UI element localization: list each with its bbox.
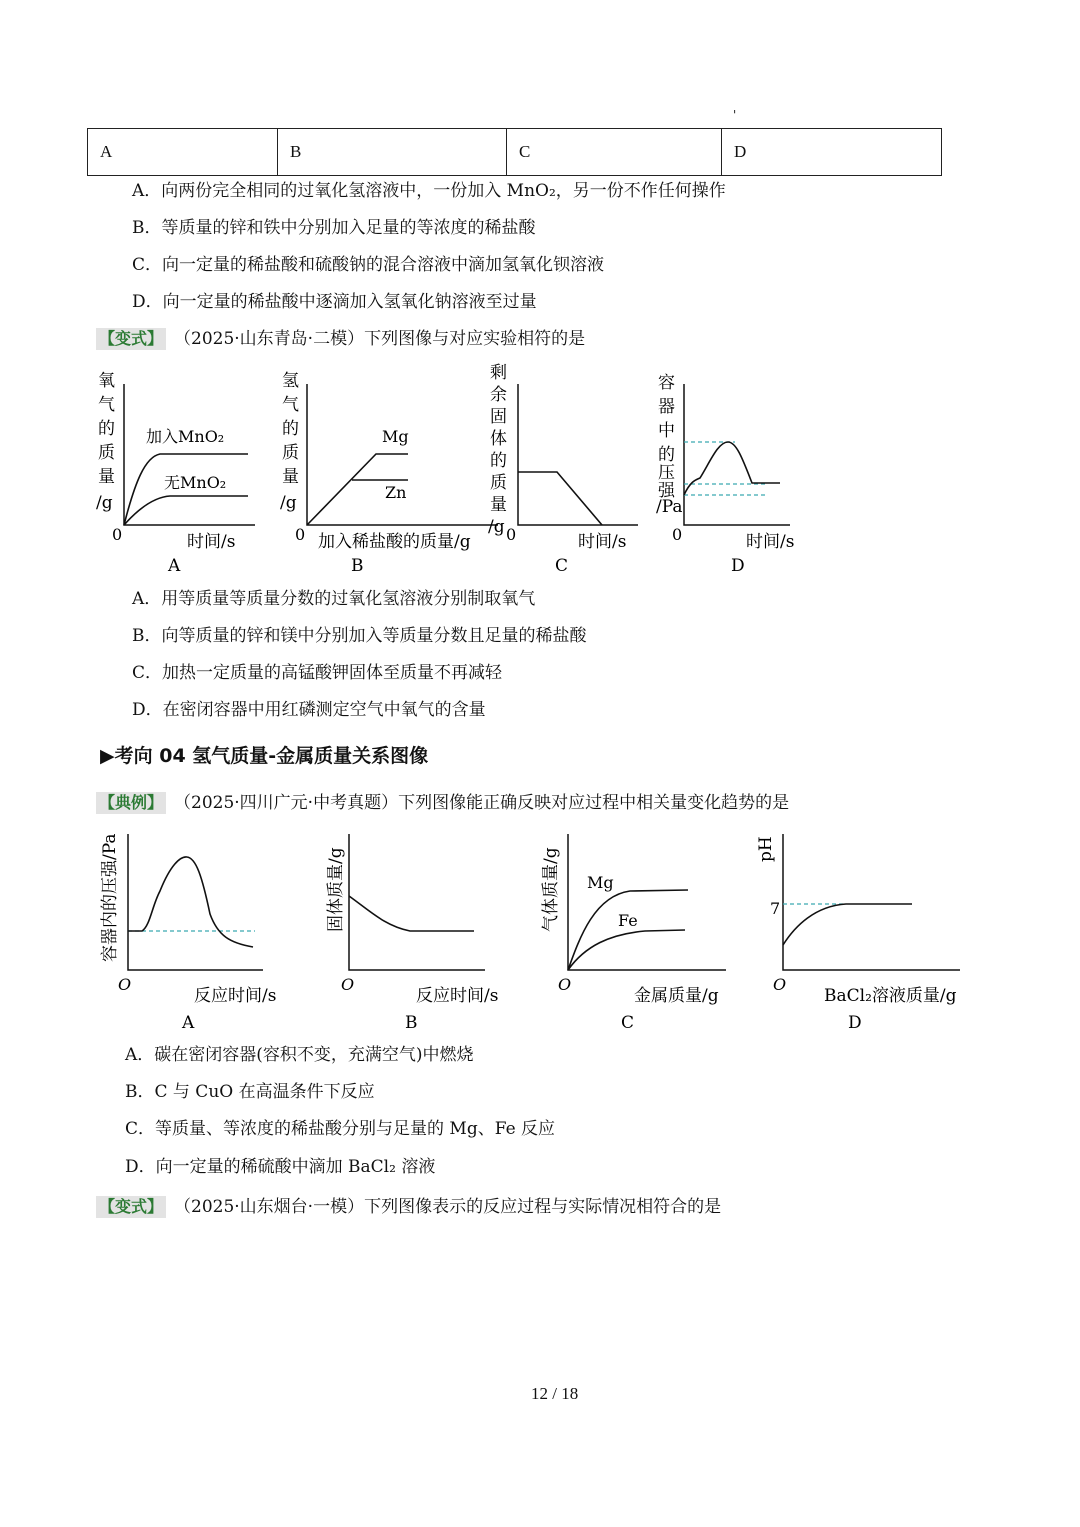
example-option-c: C．等质量、等浓度的稀盐酸分别与足量的 Mg、Fe 反应 (125, 1119, 556, 1139)
table-cell-b: B (278, 129, 507, 176)
chart-a (100, 833, 276, 1033)
variant1-option-b: B．向等质量的锌和镁中分别加入等质量分数且足量的稀盐酸 (132, 626, 587, 646)
example-option-b: B．C 与 CuO 在高温条件下反应 (125, 1082, 375, 1102)
ylabel-char: 量 (282, 467, 299, 487)
origin-label: O (341, 975, 355, 994)
x-axis-label: 反应时间/s (416, 986, 499, 1006)
y-axis-label: 气体质量/g (541, 847, 561, 932)
ylabel-char: 氢 (282, 371, 299, 391)
x-axis-label: 时间/s (187, 532, 236, 552)
chart-d (756, 834, 960, 1033)
ylabel-char: 中 (658, 421, 675, 441)
axes (568, 834, 726, 970)
ylabel-char: 量 (98, 467, 115, 487)
example-option-d: D．向一定量的稀硫酸中滴加 BaCl₂ 溶液 (125, 1157, 436, 1177)
curve-label: Mg (587, 873, 614, 892)
curve-residual-solid (518, 472, 602, 525)
y-axis-label: 固体质量/g (326, 847, 346, 932)
section-title-text: 考向 04 氢气质量-金属质量关系图像 (114, 745, 429, 767)
ylabel-char: 的 (658, 445, 675, 465)
curve-ph (783, 904, 912, 945)
ylabel-char: 器 (658, 397, 675, 417)
ylabel-char: 的 (490, 451, 507, 471)
ylabel-char: 的 (98, 419, 115, 439)
example-option-a: A．碳在密闭容器(容积不变，充满空气)中燃烧 (125, 1045, 474, 1065)
example-heading (96, 792, 789, 814)
curve-solid-mass (349, 896, 474, 931)
chart-c (488, 363, 638, 576)
chart-letter: A (168, 556, 181, 576)
chart-letter: B (351, 556, 364, 576)
x-axis-label: BaCl₂溶液质量/g (824, 986, 957, 1006)
variant1-heading (96, 328, 585, 350)
ylabel-char: 容 (658, 373, 675, 393)
chart-letter: C (555, 556, 569, 576)
ylabel-char: 质 (490, 473, 507, 493)
origin-label: 0 (672, 525, 683, 544)
chart-d (656, 373, 794, 576)
chart-b (280, 371, 498, 576)
chart-c (541, 834, 726, 1033)
ylabel-char: /g (280, 493, 297, 513)
variant-tag: 【变式】 (96, 1196, 166, 1218)
example-text: （2025·四川广元·中考真题）下列图像能正确反映对应过程中相关量变化趋势的是 (174, 793, 790, 813)
variant2-text: （2025·山东烟台·一模）下列图像表示的反应过程与实际情况相符合的是 (174, 1197, 722, 1217)
q1-option-a: A．向两份完全相同的过氧化氢溶液中，一份加入 MnO₂，另一份不作任何操作 (132, 181, 726, 201)
ylabel-char: 气 (98, 395, 115, 415)
origin-label: 0 (295, 525, 306, 544)
chart-letter: B (405, 1013, 418, 1033)
x-axis-label: 反应时间/s (194, 986, 277, 1006)
variant1-option-a: A．用等质量等质量分数的过氧化氢溶液分别制取氧气 (132, 589, 536, 609)
chart-b (326, 834, 498, 1033)
example-figure (90, 826, 970, 1036)
ylabel-char: 的 (282, 419, 299, 439)
curve-label: 无MnO₂ (164, 473, 227, 492)
y-axis-label: 容器内的压强/Pa (100, 833, 120, 962)
ylabel-char: 强 (658, 481, 675, 501)
ylabel-char: /Pa (656, 497, 683, 517)
table-cell-a: A (88, 129, 278, 176)
answer-header-table (87, 128, 942, 176)
ylabel-char: 氧 (98, 371, 115, 391)
triangle-marker-icon: ▶ (100, 745, 115, 767)
table-cell-d: D (722, 129, 942, 176)
example-tag: 【典例】 (96, 792, 166, 814)
ylabel-char: 量 (490, 495, 507, 515)
ylabel-char: 余 (490, 385, 507, 405)
chart-letter: C (621, 1013, 635, 1033)
x-axis-label: 时间/s (578, 532, 627, 552)
ylabel-char: 压 (658, 463, 675, 483)
table-cell-c: C (507, 129, 722, 176)
curve-pressure (684, 442, 780, 495)
curve-label: Zn (385, 483, 407, 502)
curve-fe (568, 930, 685, 970)
origin-label: 0 (506, 525, 517, 544)
axes (783, 834, 960, 970)
chart-letter: A (182, 1013, 195, 1033)
ylabel-char: 剩 (490, 363, 507, 383)
x-axis-label: 加入稀盐酸的质量/g (318, 532, 471, 552)
variant1-figure (90, 362, 820, 580)
x-axis-label: 金属质量/g (634, 986, 719, 1006)
q1-option-c: C．向一定量的稀盐酸和硫酸钠的混合溶液中滴加氢氧化钡溶液 (132, 255, 605, 275)
axes (128, 834, 263, 970)
variant1-text: （2025·山东青岛·二模）下列图像与对应实验相符的是 (174, 329, 586, 349)
chart-letter: D (731, 556, 745, 576)
ylabel-char: /g (488, 517, 505, 537)
origin-label: 0 (112, 525, 123, 544)
curve-without-catalyst (124, 496, 248, 525)
curve-pressure (128, 857, 253, 947)
curve-label: Fe (618, 911, 638, 930)
q1-option-d: D．向一定量的稀盐酸中逐滴加入氢氧化钠溶液至过量 (132, 292, 537, 312)
ylabel-char: 体 (490, 429, 507, 449)
origin-label: O (118, 975, 132, 994)
axes (684, 384, 790, 525)
section-title (100, 741, 428, 768)
origin-label: O (773, 975, 787, 994)
tick-label: 7 (770, 899, 781, 918)
axes (518, 384, 638, 525)
ylabel-char: 质 (282, 443, 299, 463)
ylabel-char: /g (96, 493, 113, 513)
ylabel-char: 质 (98, 443, 115, 463)
y-axis-label: pH (756, 836, 776, 862)
page-number: 12 / 18 (531, 1384, 579, 1403)
curve-label: Mg (382, 427, 409, 446)
variant1-option-d: D．在密闭容器中用红磷测定空气中氧气的含量 (132, 700, 486, 720)
q1-option-b: B．等质量的锌和铁中分别加入足量的等浓度的稀盐酸 (132, 218, 536, 238)
chart-letter: D (848, 1013, 862, 1033)
curve-label: 加入MnO₂ (146, 427, 225, 446)
ylabel-char: 气 (282, 395, 299, 415)
ylabel-char: 固 (490, 407, 507, 427)
variant1-option-c: C．加热一定质量的高锰酸钾固体至质量不再减轻 (132, 663, 503, 683)
axes (349, 834, 485, 970)
x-axis-label: 时间/s (746, 532, 795, 552)
variant-tag: 【变式】 (96, 328, 166, 350)
chart-a (96, 371, 255, 576)
variant2-heading (96, 1196, 721, 1218)
top-mark: ' (733, 108, 737, 122)
origin-label: O (558, 975, 572, 994)
